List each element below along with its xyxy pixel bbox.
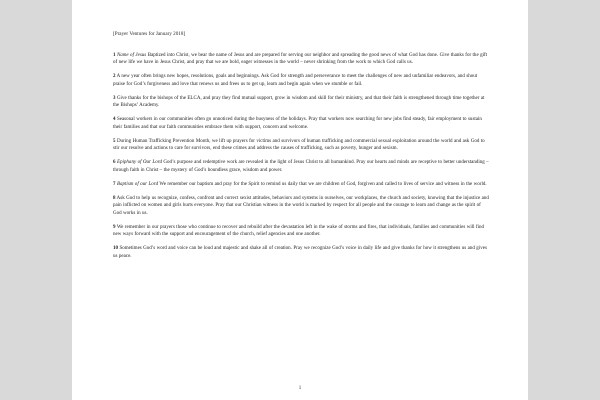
prayer-entry — [113, 181, 490, 189]
prayer-entry-text: Ask God to help us recognize, confess, confront and correct sexist attitudes, behaviors and systems in ourselves, our workplaces, the church and society, knowing that the injustice and pain inflicted on women and girls hurts everyone. Pray that our Christian witness in the world is marked by respect for all people and the courage to learn and change as the spirit of God works in us. — [113, 195, 489, 216]
prayer-entry-list — [113, 52, 490, 261]
prayer-entry-text: God’s purpose and redemptive work are revealed in the light of Jesus Christ to all humankind. Pray our hearts and minds are receptive to better understanding – through faith in Christ – the mystery of God’s boundless grace, wisdom and power. — [113, 160, 489, 173]
prayer-entry — [113, 95, 490, 110]
prayer-entry-number: 9 — [113, 224, 116, 230]
prayer-entry-number: 4 — [113, 117, 116, 123]
prayer-entry-text: Seasonal workers in our communities often go unnoticed during the busyness of the holidays. Pray that workers now searching for new jobs find steady, fair employment to sustain their families and that our faith communities embrace them with support, concern and welcome. — [113, 117, 482, 130]
prayer-entry — [113, 52, 490, 67]
prayer-entry — [113, 138, 490, 153]
prayer-entry — [113, 224, 490, 239]
prayer-entry-text: We remember in our prayers those who continue to recover and rebuild after the devastation left in the wake of storms and fires, that individuals, families and communities will find new ways forward with the support and encouragement of the church, relief agencies and one another. — [113, 224, 485, 238]
prayer-entry — [113, 159, 490, 174]
prayer-entry — [113, 195, 490, 218]
prayer-entry-text: We remember our baptism and pray for the Spirit to remind us daily that we are children of God, forgiven and called to lives of service and witness in the world. — [159, 181, 487, 187]
prayer-entry — [113, 116, 490, 131]
prayer-entry-number: 2 — [113, 74, 116, 80]
prayer-entry — [113, 245, 490, 260]
prayer-entry-text: A new year often brings new hopes, resolutions, goals and beginnings. Ask God for strength and perseverance to meet the challenges of new and unfamiliar endeavors, and shout praise for God’s forgiveness and love that renews us and frees us to get up, learn and begin again when we stumble or fail. — [113, 74, 478, 87]
prayer-entry-number: 7 — [113, 181, 116, 187]
prayer-entry-number: 1 — [113, 52, 116, 58]
document-page — [72, 0, 528, 400]
prayer-entry-festival: Name of Jesus — [116, 52, 147, 58]
prayer-entry-number: 5 — [113, 138, 116, 144]
prayer-entry-festival: Baptism of our Lord — [116, 181, 159, 187]
prayer-entry-text: Give thanks for the bishops of the ELCA, and pray they find mutual support, grow in wisdom and skill for their ministry, and that their faith is strengthened through time together at the Bishops’ Academy. — [113, 95, 485, 109]
prayer-entry-text: Baptized into Christ, we bear the name of Jesus and are prepared for serving our neighbor and spreading the good news of what God has done. Give thanks for the gift of new life we have in Jesus Christ, and pray that we are bold, eager witnesses in the world – never shrinking from the work to which God calls us. — [113, 52, 488, 66]
prayer-entry-festival: Epiphany of Our Lord — [116, 160, 162, 166]
prayer-entry-number: 6 — [113, 160, 116, 166]
prayer-entry-text: Sometimes God’s word and voice can be loud and majestic and shake all of creation. Pray we recognize God’s voice in daily life and give thanks for how it strengthens us and gives us peace. — [113, 246, 487, 259]
document-header: [Prayer Ventures for January 2018] — [113, 31, 186, 37]
prayer-entry-number: 8 — [113, 195, 116, 201]
page-number: 1 — [298, 386, 302, 391]
prayer-entry — [113, 73, 490, 88]
prayer-entry-number: 3 — [113, 95, 116, 101]
prayer-entry-number: 10 — [113, 246, 119, 252]
prayer-entry-text: During Human Trafficking Prevention Month, we lift up prayers for victims and survivors of human trafficking and commercial sexual exploitation around the world and ask God to stir our resolve and actions to care for survivors, end these crimes and address the causes of trafficking, such as poverty, hunger and sexism. — [113, 138, 485, 152]
